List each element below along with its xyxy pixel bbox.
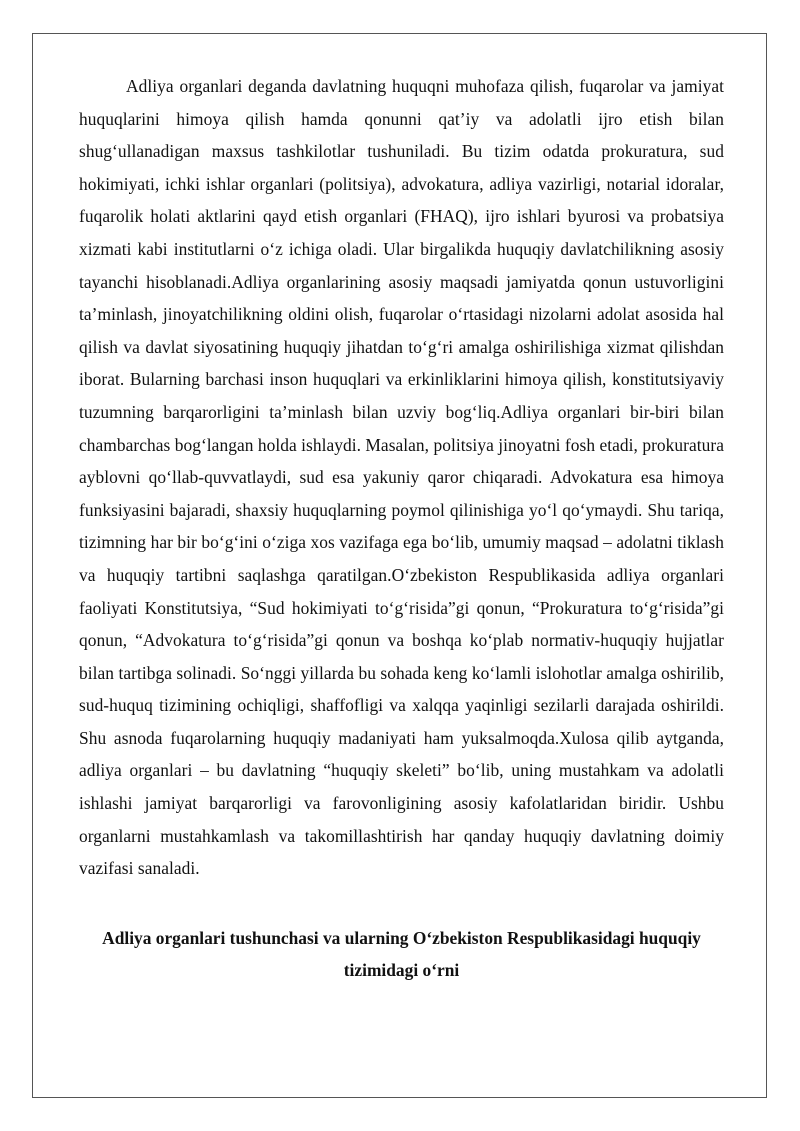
- section-heading: Adliya organlari tushunchasi va ularning O‘zbekiston Respublikasidagi huquqiy tizimidagi o‘rni: [102, 927, 701, 981]
- document-content: [79, 70, 724, 987]
- body-paragraph: Adliya organlari deganda davlatning huquqni muhofaza qilish, fuqarolar va jamiyat huquqlarini himoya qilish hamda qonunni qat’iy va adolatli ijro etish bilan shug‘ullanadigan maxsus tashkilotlar tushuniladi. Bu tizim odatda prokuratura, sud hokimiyati, ichki ishlar organlari (politsiya), advokatura, adliya vazirligi, notarial idoralar, fuqarolik holati aktlarini qayd etish organlari (FHAQ), ijro ishlari byurosi va probatsiya xizmati kabi institutlarni o‘z ichiga oladi. Ular birgalikda huquqiy davlatchilikning asosiy tayanchi hisoblanadi.Adliya organlarining asosiy maqsadi jamiyatda qonun ustuvorligini ta’minlash, jinoyatchilikning oldini olish, fuqarolar o‘rtasidagi nizolarni adolat asosida hal qilish va davlat siyosatining huquqiy jihatdan to‘g‘ri amalga oshirilishiga xizmat qilishdan iborat. Bularning barchasi inson huquqlari va erkinliklarini himoya qilish, konstitutsiyaviy tuzumning barqarorligini ta’minlash bilan uzviy bog‘liq.Adliya organlari bir-biri bilan chambarchas bog‘langan holda ishlaydi. Masalan, politsiya jinoyatni fosh etadi, prokuratura ayblovni qo‘llab-quvvatlaydi, sud esa yakuniy qaror chiqaradi. Advokatura esa himoya funksiyasini bajaradi, shaxsiy huquqlarning poymol qilinishiga yo‘l qo‘ymaydi. Shu tariqa, tizimning har bir bo‘g‘ini o‘ziga xos vazifaga ega bo‘lib, umumiy maqsad – adolatni tiklash va huquqiy tartibni saqlashga qaratilgan.O‘zbekiston Respublikasida adliya organlari faoliyati Konstitutsiya, “Sud hokimiyati to‘g‘risida”gi qonun, “Prokuratura to‘g‘risida”gi qonun, “Advokatura to‘g‘risida”gi qonun va boshqa ko‘plab normativ-huquqiy hujjatlar bilan tartibga solinadi. So‘nggi yillarda bu sohada keng ko‘lamli islohotlar amalga oshirilib, sud-huquq tizimining ochiqligi, shaffofligi va xalqqa yaqinligi sezilarli darajada oshirildi. Shu asnoda fuqarolarning huquqiy madaniyati ham yuksalmoqda.Xulosa qilib aytganda, adliya organlari – bu davlatning “huquqiy skeleti” bo‘lib, uning mustahkam va adolatli ishlashi jamiyat barqarorligi va farovonligining asosiy kafolatlaridan biridir. Ushbu organlarni mustahkamlash va takomillashtirish har qanday huquqiy davlatning doimiy vazifasi sanaladi.: [79, 76, 724, 879]
